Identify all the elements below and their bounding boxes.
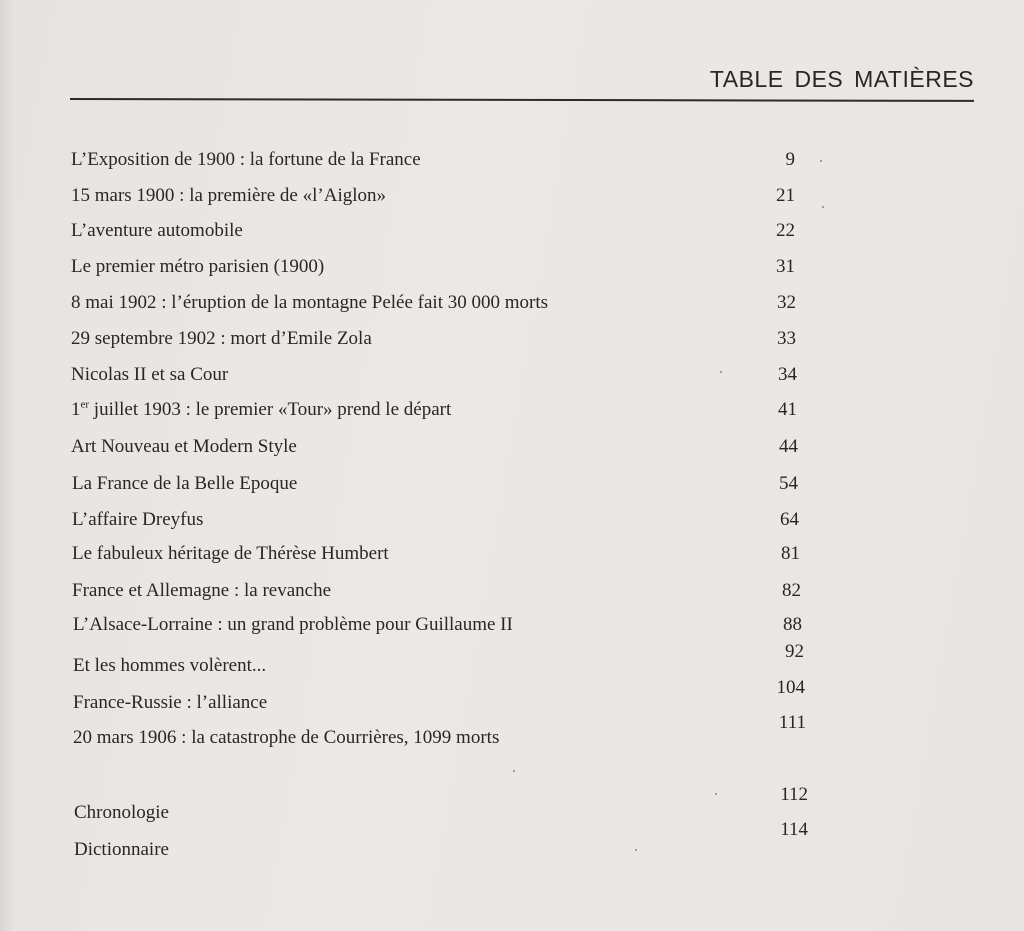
- toc-entry-page: 64: [780, 509, 799, 530]
- toc-entry-page: 44: [779, 436, 798, 457]
- paper-speck: [820, 160, 822, 162]
- toc-entry: [0, 509, 1024, 539]
- toc-entry-title: Le fabuleux héritage de Thérèse Humbert: [72, 543, 389, 564]
- toc-entry: [0, 256, 1024, 286]
- paper-speck: [715, 793, 717, 795]
- toc-entry-page: 34: [778, 364, 797, 385]
- toc-entry: [0, 436, 1024, 466]
- toc-entry-title: 1er juillet 1903 : le premier «Tour» prend le départ: [71, 398, 452, 420]
- toc-entry-title: Et les hommes volèrent...: [73, 655, 267, 676]
- toc-entry-page: 31: [776, 256, 795, 277]
- toc-entry-page: 9: [785, 149, 795, 170]
- toc-entry-title: L’affaire Dreyfus: [72, 509, 204, 530]
- toc-entry-title: Chronologie: [74, 802, 169, 823]
- toc-entry: [0, 328, 1024, 358]
- toc-entry-title: La France de la Belle Epoque: [72, 473, 298, 494]
- toc-entry-page: 54: [779, 473, 798, 494]
- toc-entry-title: 8 mai 1902 : l’éruption de la montagne Pelée fait 30 000 morts: [71, 292, 549, 313]
- toc-entry-title: France et Allemagne : la revanche: [72, 580, 332, 601]
- toc-entry: [0, 149, 1024, 179]
- toc-entry-title: 15 mars 1900 : la première de «l’Aiglon»: [71, 185, 387, 206]
- toc-entry-page: 82: [782, 580, 801, 601]
- header-rule: [70, 98, 974, 102]
- toc-entry: [0, 220, 1024, 250]
- toc-entry-title: France-Russie : l’alliance: [73, 692, 268, 713]
- toc-entry: [0, 364, 1024, 394]
- toc-entry: [0, 641, 1024, 685]
- toc-entry-page: 41: [778, 399, 797, 420]
- toc-entry-page: 22: [776, 220, 795, 241]
- toc-entry: [0, 580, 1024, 610]
- toc-entry-page: 104: [776, 677, 805, 698]
- toc-entry-title: 29 septembre 1902 : mort d’Emile Zola: [71, 328, 372, 349]
- toc-entry-page: 32: [777, 292, 796, 313]
- paper-speck: [513, 770, 515, 772]
- toc-entry: [0, 543, 1024, 573]
- toc-entry-title: L’Alsace-Lorraine : un grand problème pour Guillaume II: [73, 614, 513, 635]
- toc-entry-title: 20 mars 1906 : la catastrophe de Courrières, 1099 morts: [73, 727, 500, 748]
- toc-entry-page: 111: [778, 712, 806, 733]
- toc-entry: [0, 712, 1024, 757]
- paper-speck: [720, 371, 722, 373]
- toc-entry: [0, 399, 1024, 429]
- toc-entry-page: 92: [785, 641, 804, 662]
- toc-entry-title: L’aventure automobile: [71, 220, 243, 241]
- toc-entry-title: Nicolas II et sa Cour: [71, 364, 229, 385]
- toc-entry: [0, 292, 1024, 322]
- toc-entry-page: 88: [783, 614, 802, 635]
- toc-entry: [0, 677, 1024, 722]
- toc-entry-page: 21: [776, 185, 795, 206]
- toc-appendix-entry: [0, 819, 1024, 869]
- toc-entry-page: 33: [777, 328, 796, 349]
- toc-entry-title: Art Nouveau et Modern Style: [71, 436, 297, 457]
- toc-entry-page: 112: [780, 784, 808, 805]
- toc-entry-page: 81: [781, 543, 800, 564]
- toc-entry: [0, 614, 1024, 644]
- paper-speck: [635, 849, 637, 851]
- toc-appendix-entry: [0, 784, 1024, 832]
- toc-entry-title: Dictionnaire: [74, 839, 169, 860]
- toc-entry-page: 114: [780, 819, 808, 840]
- toc-entry-title: Le premier métro parisien (1900): [71, 256, 325, 277]
- page-title: TABLE DES MATIÈRES: [709, 66, 974, 92]
- paper-speck: [822, 206, 824, 208]
- toc-entry: [0, 185, 1024, 215]
- toc-entry-title: L’Exposition de 1900 : la fortune de la France: [71, 149, 421, 170]
- toc-entry: [0, 473, 1024, 503]
